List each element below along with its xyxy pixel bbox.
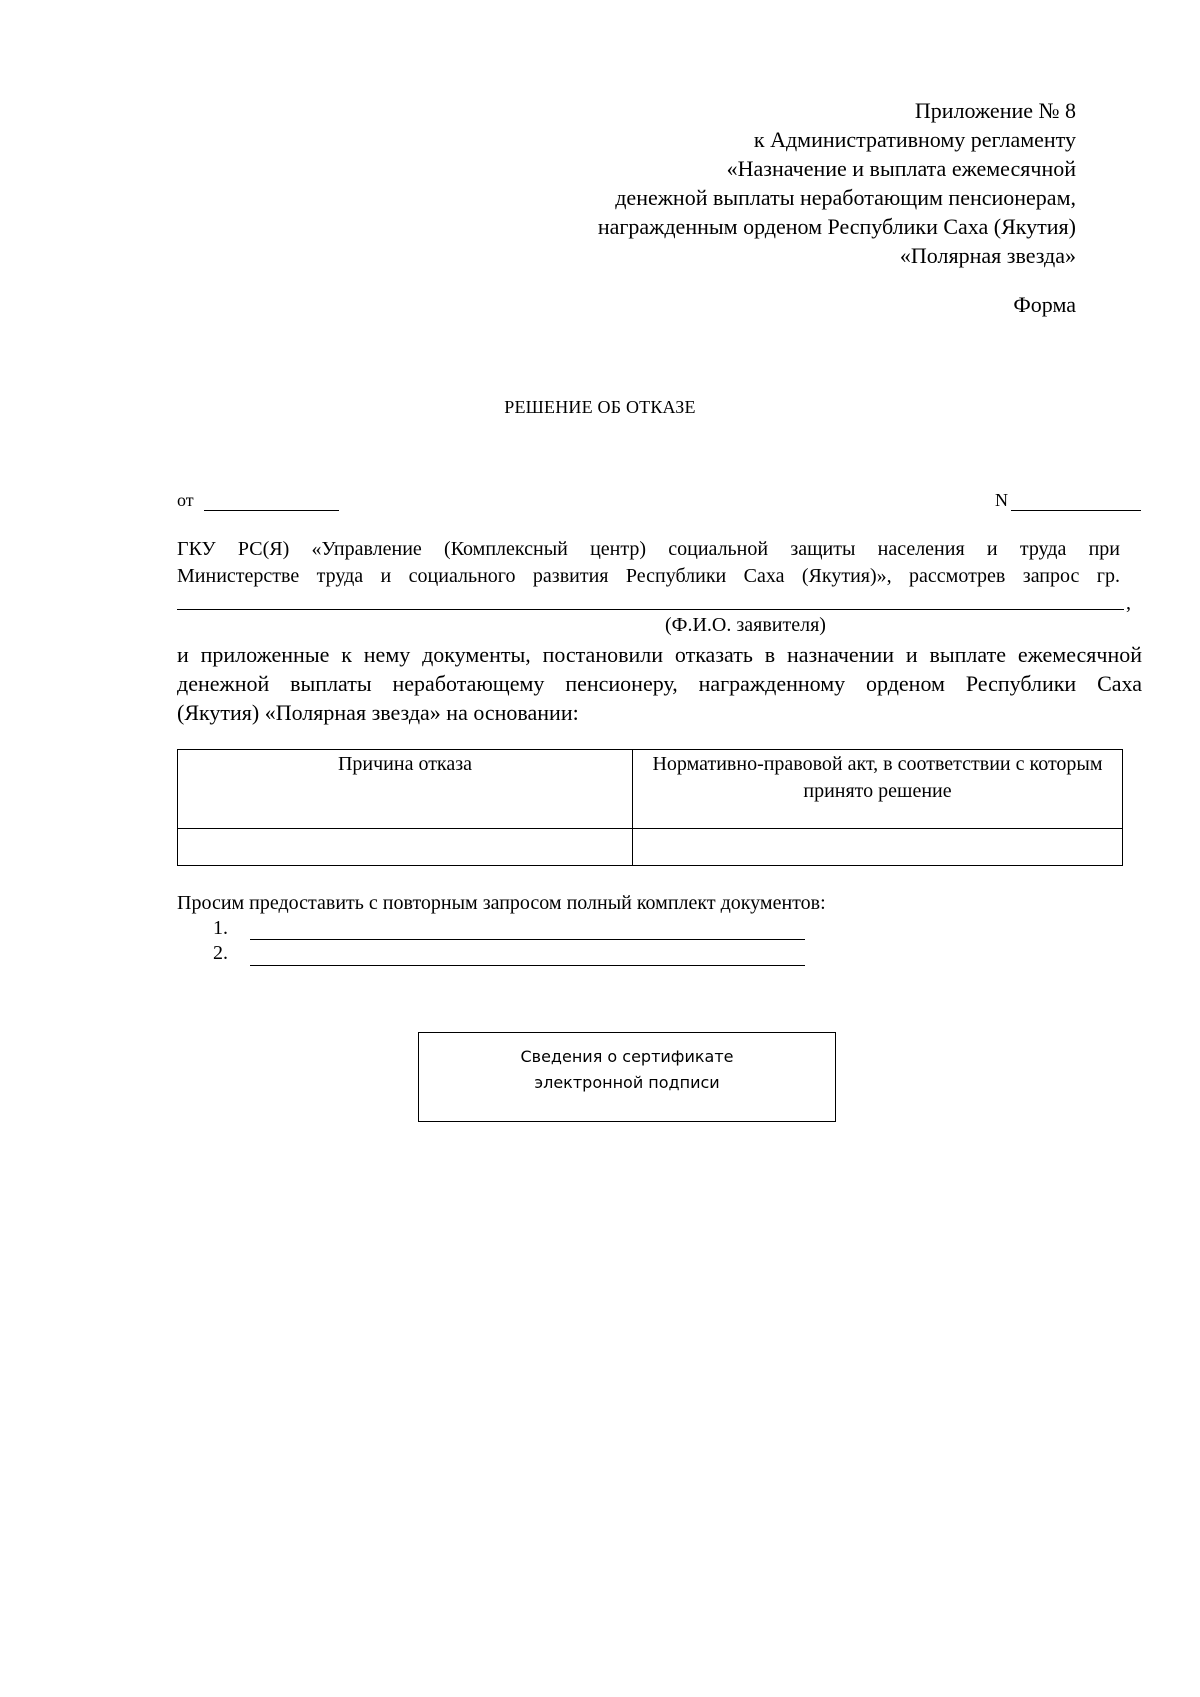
body-paragraph-intro xyxy=(177,536,1120,590)
body-line: денежной выплаты неработающему пенсионеру, награжденному орденом Республики Саха xyxy=(177,671,1142,696)
body-line: (Якутия) «Полярная звезда» на основании: xyxy=(177,700,579,725)
date-field xyxy=(177,490,194,511)
applicant-name-caption: (Ф.И.О. заявителя) xyxy=(665,614,826,636)
appendix-line: «Полярная звезда» xyxy=(899,243,1076,268)
date-label: от xyxy=(177,490,194,510)
list-item-blank-line xyxy=(250,939,805,940)
body-line: и приложенные к нему документы, постановили отказать в назначении и выплате ежемесячной xyxy=(177,642,1142,667)
appendix-line: Приложение № 8 xyxy=(914,98,1076,123)
body-line: ГКУ РС(Я) «Управление (Комплексный центр) социальной защиты населения и труда при xyxy=(177,538,1120,560)
applicant-name-blank-line xyxy=(177,609,1124,610)
table-header-row xyxy=(178,750,1123,829)
refusal-reasons-table xyxy=(177,749,1123,866)
body-paragraph-decision xyxy=(177,640,1142,727)
request-text: Просим предоставить с повторным запросом полный комплект документов: xyxy=(177,892,826,914)
appendix-line: к Административному регламенту xyxy=(753,127,1076,152)
appendix-line: награжденным орденом Республики Саха (Якутия) xyxy=(597,214,1076,239)
table-cell xyxy=(178,829,633,866)
number-label: N xyxy=(995,490,1008,510)
signature-certificate-box xyxy=(418,1032,836,1122)
certificate-line: электронной подписи xyxy=(534,1073,720,1092)
table-row xyxy=(178,829,1123,866)
number-blank-line xyxy=(1011,510,1141,511)
appendix-line: «Назначение и выплата ежемесячной xyxy=(726,156,1076,181)
form-label: Форма xyxy=(1013,292,1076,317)
document-title: РЕШЕНИЕ ОБ ОТКАЗЕ xyxy=(504,397,696,417)
appendix-header xyxy=(598,96,1076,270)
number-field xyxy=(995,490,1008,511)
header-reason: Причина отказа xyxy=(178,750,633,829)
list-item xyxy=(213,942,243,965)
list-item-number: 2. xyxy=(213,942,228,964)
list-item xyxy=(213,917,243,940)
list-item-number: 1. xyxy=(213,917,228,939)
certificate-line: Сведения о сертификате xyxy=(520,1047,734,1066)
body-line: Министерстве труда и социального развития Республики Саха (Якутия)», рассмотрев запрос гр. xyxy=(177,565,1120,587)
date-blank-line xyxy=(204,510,339,511)
list-item-blank-line xyxy=(250,965,805,966)
applicant-name-comma: , xyxy=(1126,592,1131,614)
table-cell xyxy=(633,829,1123,866)
header-legal-act: Нормативно-правовой акт, в соответствии с которым принято решение xyxy=(633,750,1123,829)
appendix-line: денежной выплаты неработающим пенсионерам, xyxy=(615,185,1076,210)
